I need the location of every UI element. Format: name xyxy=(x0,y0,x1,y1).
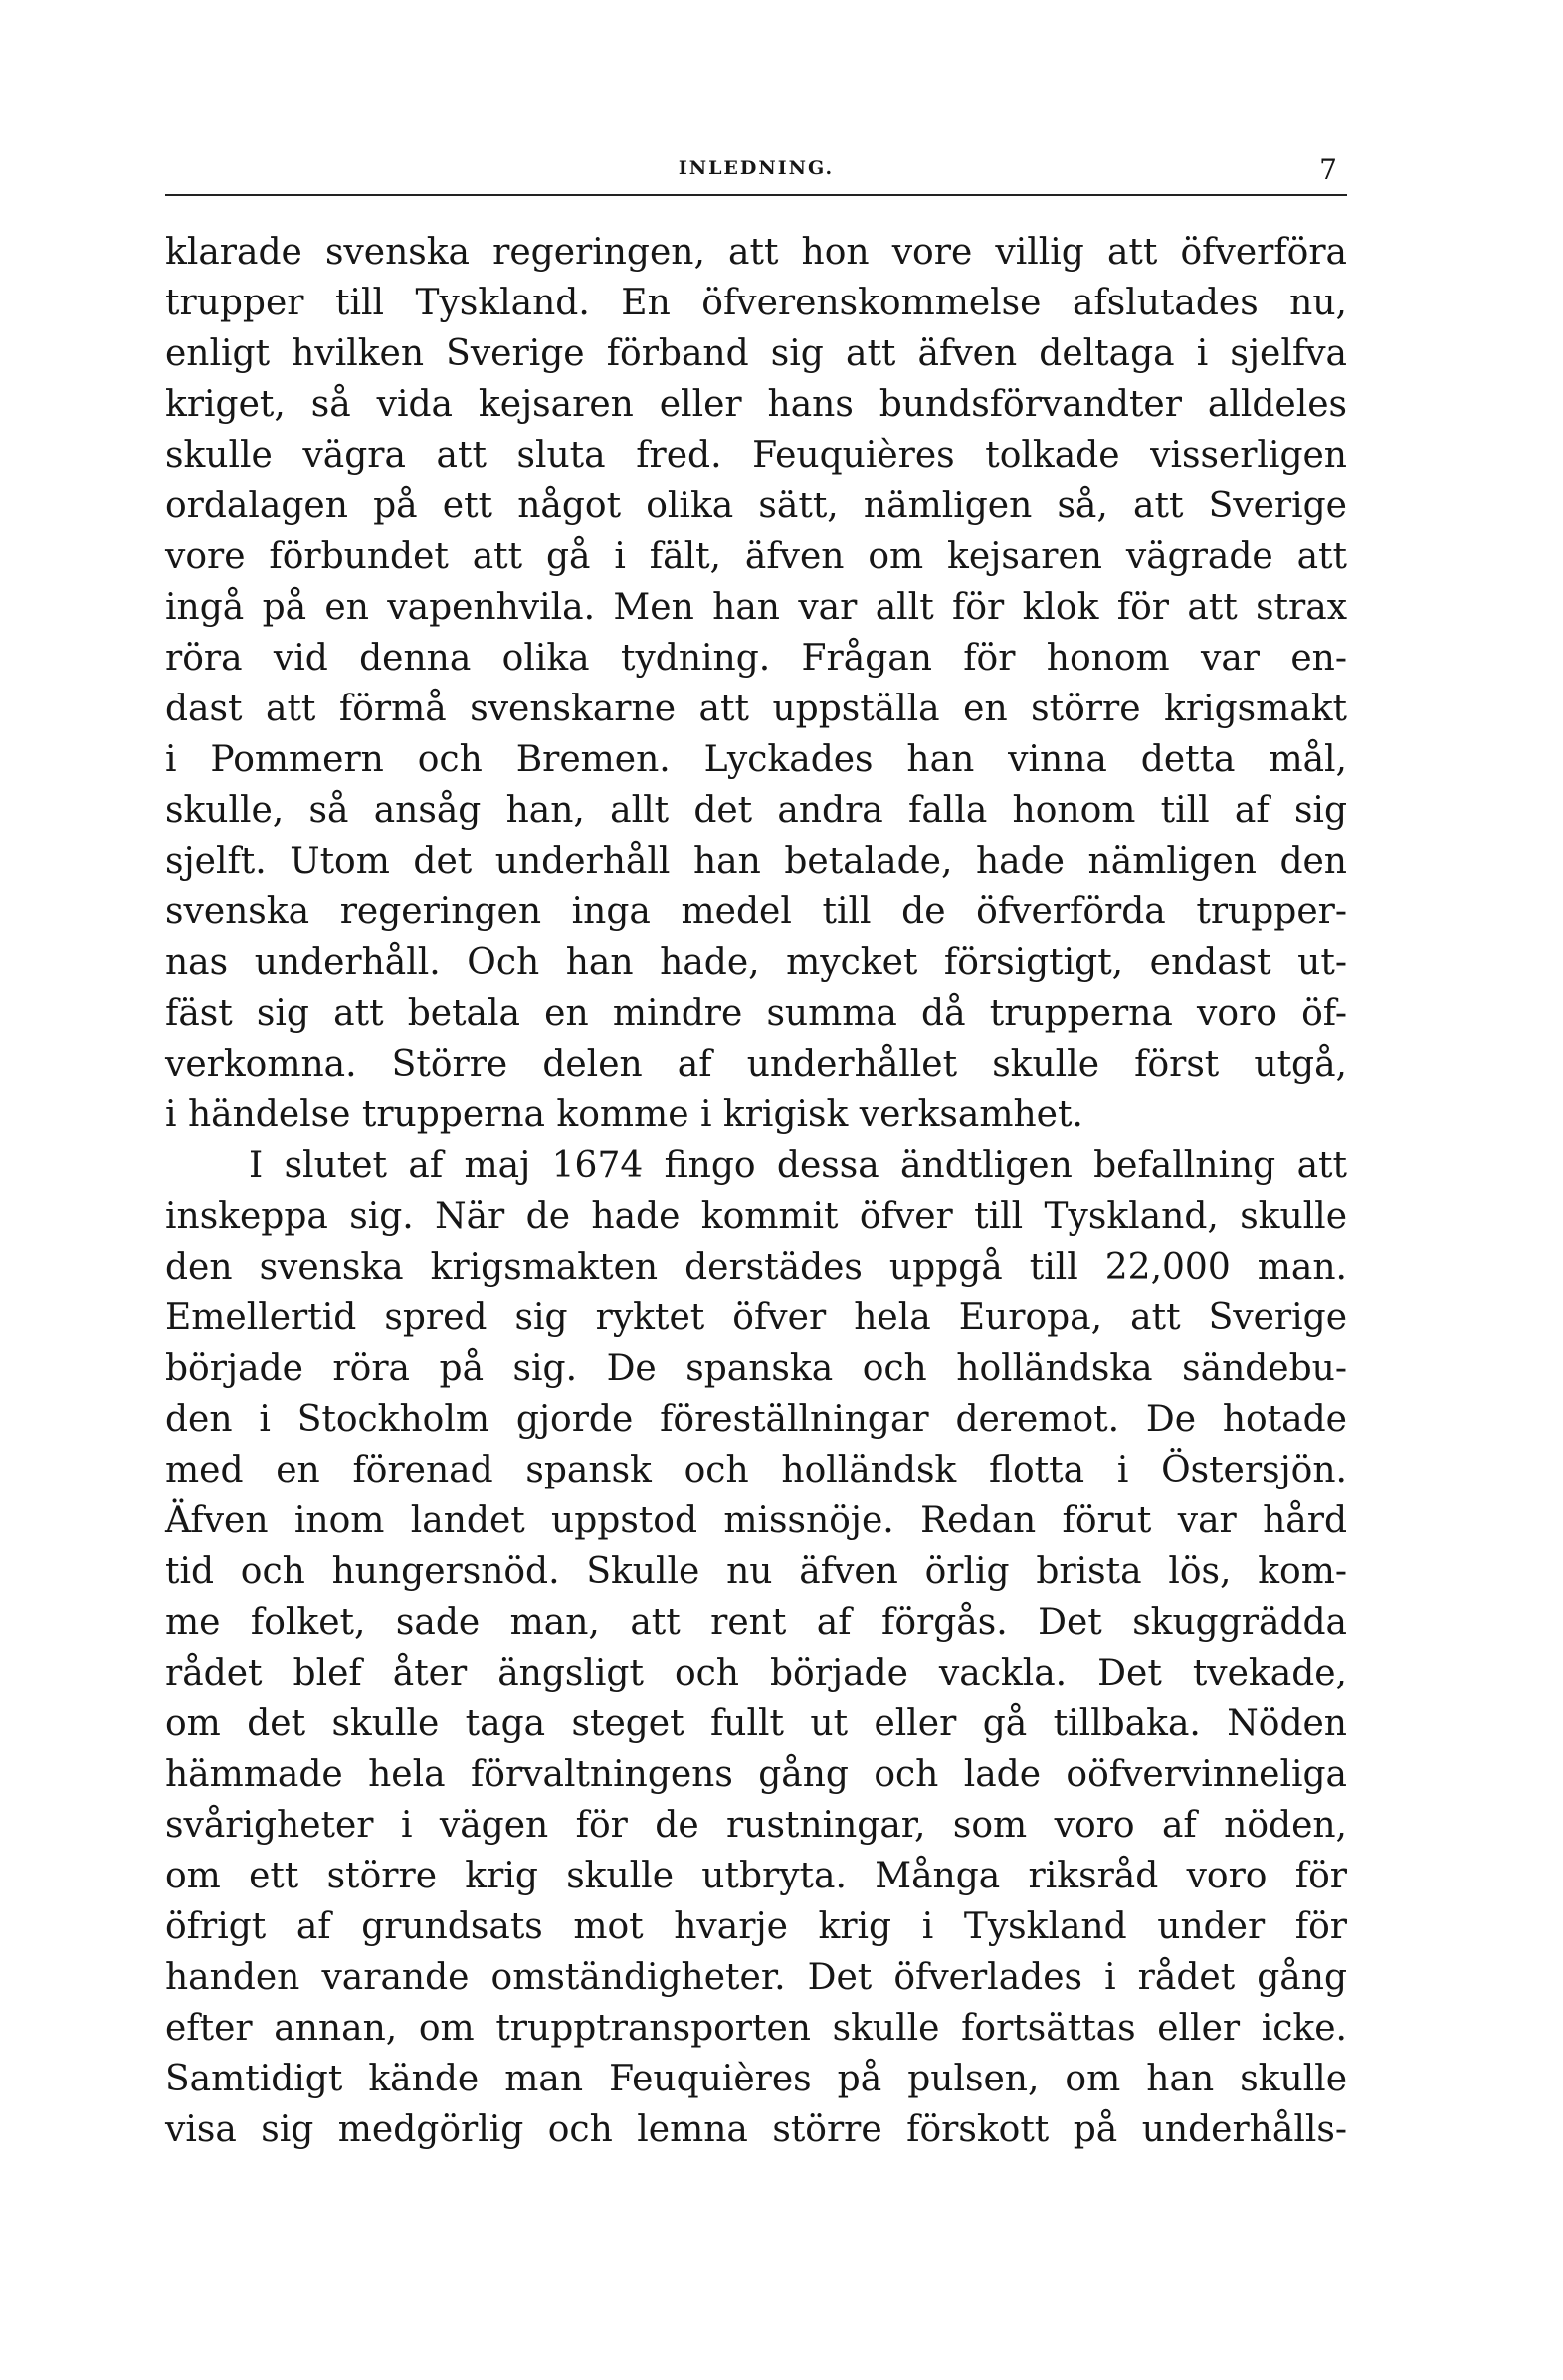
text-line: i Pommern och Bremen. Lyckades han vinna detta mål, xyxy=(165,739,1347,780)
text-line: ingå på en vapenhvila. Men han var allt för klok för att strax xyxy=(165,587,1347,628)
text-line: den svenska krigsmakten derstädes uppgå till 22,000 man. xyxy=(165,1247,1347,1288)
header-rule xyxy=(165,194,1347,196)
text-line: i händelse trupperna komme i krigisk verksamhet. xyxy=(165,1094,1083,1135)
text-line: röra vid denna olika tydning. Frågan för honom var en- xyxy=(165,638,1347,679)
text-line: den i Stockholm gjorde föreställningar deremot. De hotade xyxy=(165,1399,1347,1440)
running-title: INLEDNING. xyxy=(678,157,835,179)
text-line: skulle, så ansåg han, allt det andra falla honom till af sig xyxy=(165,790,1347,831)
running-header xyxy=(165,149,1347,193)
text-line: Äfven inom landet uppstod missnöje. Redan förut var hård xyxy=(165,1500,1347,1541)
text-line: nas underhåll. Och han hade, mycket försigtigt, endast ut- xyxy=(165,942,1347,983)
text-line: kriget, så vida kejsaren eller hans bundsförvandter alldeles xyxy=(165,384,1347,425)
text-line: om ett större krig skulle utbryta. Många riksråd voro för xyxy=(165,1856,1347,1896)
text-line: trupper till Tyskland. En öfverenskommelse afslutades nu, xyxy=(165,283,1347,323)
text-line: hämmade hela förvaltningens gång och lade oöfvervinneliga xyxy=(165,1754,1347,1795)
text-line: skulle vägra att sluta fred. Feuquières tolkade visserligen xyxy=(165,435,1347,476)
text-line: fäst sig att betala en mindre summa då trupperna voro öf- xyxy=(165,993,1347,1034)
text-line: klarade svenska regeringen, att hon vore villig att öfverföra xyxy=(165,232,1347,273)
text-line: började röra på sig. De spanska och holländska sändebu- xyxy=(165,1348,1347,1389)
text-line: svenska regeringen inga medel till de öfverförda trupper- xyxy=(165,892,1347,932)
body-text xyxy=(165,227,1347,2155)
text-line: visa sig medgörlig och lemna större förskott på underhålls- xyxy=(165,2109,1347,2150)
text-line: ordalagen på ett något olika sätt, nämligen så, att Sverige xyxy=(165,486,1347,526)
text-line: I slutet af maj 1674 fingo dessa ändtligen befallning att xyxy=(249,1145,1347,1186)
text-line: inskeppa sig. När de hade kommit öfver till Tyskland, skulle xyxy=(165,1196,1347,1237)
text-line: dast att förmå svenskarne att uppställa en större krigsmakt xyxy=(165,689,1347,729)
text-line: Samtidigt kände man Feuquières på pulsen, om han skulle xyxy=(165,2059,1347,2099)
text-line: vore förbundet att gå i fält, äfven om kejsaren vägrade att xyxy=(165,536,1347,577)
text-line: verkomna. Större delen af underhållet skulle först utgå, xyxy=(165,1044,1347,1085)
text-line: enligt hvilken Sverige förband sig att äfven deltaga i sjelfva xyxy=(165,333,1347,374)
text-line: handen varande omständigheter. Det öfverlades i rådet gång xyxy=(165,1957,1347,1998)
text-line: med en förenad spansk och holländsk flotta i Östersjön. xyxy=(165,1450,1347,1490)
text-line: tid och hungersnöd. Skulle nu äfven örlig brista lös, kom- xyxy=(165,1551,1347,1592)
text-line: sjelft. Utom det underhåll han betalade, hade nämligen den xyxy=(165,841,1347,882)
text-line: me folket, sade man, att rent af förgås. Det skuggrädda xyxy=(165,1602,1347,1643)
text-line: svårigheter i vägen för de rustningar, som voro af nöden, xyxy=(165,1805,1347,1846)
text-line: rådet blef åter ängsligt och började vackla. Det tvekade, xyxy=(165,1653,1347,1693)
text-line: Emellertid spred sig ryktet öfver hela Europa, att Sverige xyxy=(165,1297,1347,1338)
page-number: 7 xyxy=(1319,153,1337,186)
text-line: öfrigt af grundsats mot hvarje krig i Tyskland under för xyxy=(165,1906,1347,1947)
text-line: efter annan, om trupptransporten skulle fortsättas eller icke. xyxy=(165,2008,1347,2049)
text-line: om det skulle taga steget fullt ut eller gå tillbaka. Nöden xyxy=(165,1703,1347,1744)
